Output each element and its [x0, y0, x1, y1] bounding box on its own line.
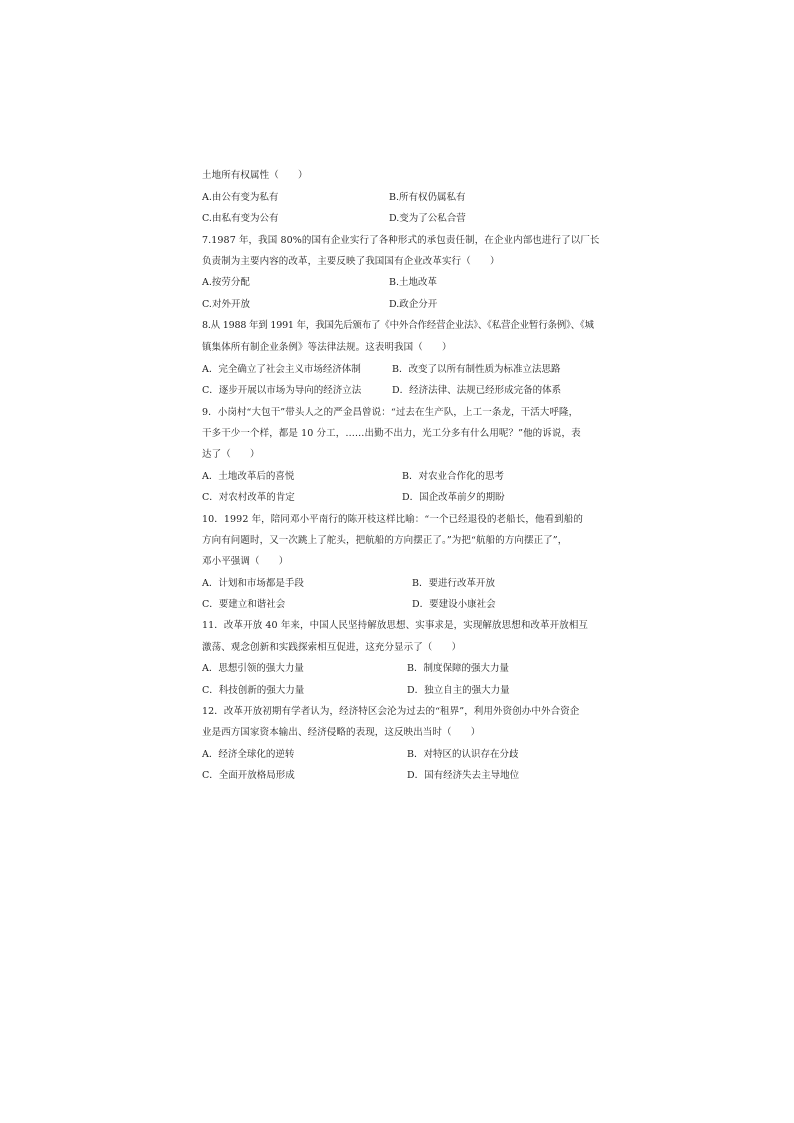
- q12-option-a: A．经济全球化的逆转: [202, 749, 295, 760]
- q11-option-a: A．思想引领的强大力量: [202, 663, 304, 674]
- q8-option-d: D．经济法律、法规已经形成完备的体系: [392, 385, 562, 396]
- q9-stem-line-3: 达了（ ）: [202, 449, 260, 460]
- q8-option-c: C．逐步开展以市场为导向的经济立法: [202, 385, 362, 396]
- q10-option-a: A．计划和市场都是手段: [202, 578, 304, 589]
- q6-stem-tail: 土地所有权属性（ ）: [202, 170, 308, 181]
- q6-option-b: B.所有权仍属私有: [389, 192, 466, 203]
- q12-stem-line-2: 业是西方国家资本输出、经济侵略的表现，这反映出当时（ ）: [202, 727, 481, 738]
- q12-option-c: C．全面开放格局形成: [202, 770, 295, 781]
- q7-option-b: B.土地改革: [389, 277, 438, 288]
- q6-option-c: C.由私有变为公有: [202, 213, 279, 224]
- q11-stem-line-2: 激荡、观念创新和实践探索相互促进，这充分显示了（ ）: [202, 642, 462, 653]
- q7-option-d: D.政企分开: [389, 299, 438, 310]
- q8-stem-line-1: 8.从 1988 年到 1991 年，我国先后颁布了《中外合作经营企业法》、《私营企业暂行条例》、《城: [202, 320, 594, 331]
- q9-option-c: C．对农村改革的肯定: [202, 492, 295, 503]
- q10-stem-line-2: 方向有问题时，又一次跳上了舵头，把航船的方向摆正了。”为把“航船的方向摆正了”，: [202, 535, 568, 546]
- q10-stem-line-3: 邓小平强调（ ）: [202, 556, 289, 567]
- q10-stem-line-1: 10．1992 年，陪同邓小平南行的陈开枝这样比喻：“一个已经退役的老船长，他看到船的: [202, 514, 583, 525]
- q7-stem-line-2: 负责制为主要内容的改革，主要反映了我国国有企业改革实行（ ）: [202, 256, 500, 267]
- q9-stem-line-1: 9．小岗村“大包干”带头人之的严金昌曾说：“过去在生产队，上工一条龙，干活大呼隆，: [202, 407, 579, 418]
- q10-option-d: D．要建设小康社会: [412, 599, 496, 610]
- q7-option-c: C.对外开放: [202, 299, 250, 310]
- q9-option-b: B．对农业合作化的思考: [402, 471, 504, 482]
- q12-option-b: B．对特区的认识存在分歧: [407, 749, 519, 760]
- q12-stem-line-1: 12．改革开放初期有学者认为，经济特区会沦为过去的“租界”，利用外资创办中外合资企: [202, 706, 580, 717]
- q9-option-d: D．国企改革前夕的期盼: [402, 492, 505, 503]
- q7-option-a: A.按劳分配: [202, 277, 250, 288]
- q7-stem-line-1: 7.1987 年，我国 80%的国有企业实行了各种形式的承包责任制，在企业内部也进行了以厂长: [202, 235, 600, 246]
- q8-stem-line-2: 镇集体所有制企业条例》等法律法规。这表明我国（ ）: [202, 342, 452, 353]
- q10-option-c: C．要建立和谐社会: [202, 599, 286, 610]
- q6-option-d: D.变为了公私合营: [389, 213, 466, 224]
- q8-option-a: A．完全确立了社会主义市场经济体制: [202, 364, 361, 375]
- q9-option-a: A．土地改革后的喜悦: [202, 471, 295, 482]
- q8-option-b: B．改变了以所有制性质为标准立法思路: [392, 364, 561, 375]
- q11-option-c: C．科技创新的强大力量: [202, 685, 305, 696]
- q10-option-b: B．要进行改革开放: [412, 578, 495, 589]
- q11-option-d: D．独立自主的强大力量: [407, 685, 510, 696]
- q9-stem-line-2: 干多干少一个样，都是 10 分工，……出勤不出力，光工分多有什么用呢？”他的诉说，表: [202, 428, 581, 439]
- q11-stem-line-1: 11．改革开放 40 年来，中国人民坚持解放思想、实事求是，实现解放思想和改革开放相互: [202, 620, 589, 631]
- q6-option-a: A.由公有变为私有: [202, 192, 279, 203]
- q12-option-d: D．国有经济失去主导地位: [407, 770, 520, 781]
- q11-option-b: B．制度保障的强大力量: [407, 663, 509, 674]
